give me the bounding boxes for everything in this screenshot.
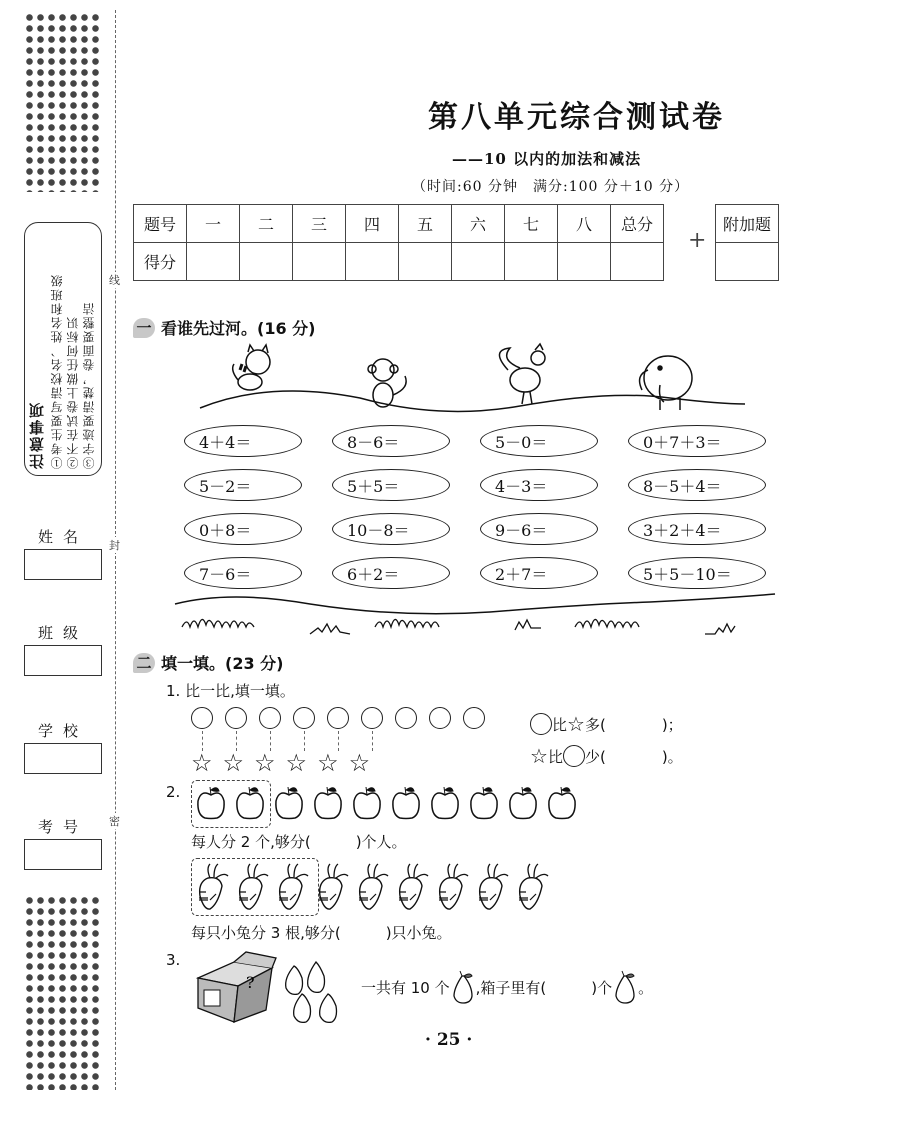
equation-oval[interactable]: 5－0＝: [480, 425, 598, 457]
equation-oval[interactable]: 5－2＝: [184, 469, 302, 501]
section-2-heading: [133, 651, 283, 674]
cut-mark-feng: 封: [109, 539, 120, 552]
bonus-label: 附加题: [716, 205, 779, 243]
river-illustration-bottom: [170, 592, 780, 642]
star-icon: ☆: [191, 749, 213, 777]
field-name: [24, 526, 102, 580]
field-exam-number: [24, 816, 102, 870]
school-input[interactable]: [24, 743, 102, 774]
dashed-connector: [270, 731, 271, 751]
score-cell[interactable]: [293, 243, 346, 281]
monkey-icon: [368, 359, 406, 407]
subtitle: ——10 以内的加法和减法: [452, 150, 642, 168]
circle-icon: [225, 707, 247, 729]
page-title: 第八单元综合测试卷: [428, 100, 725, 135]
circle-icon: [361, 707, 383, 729]
score-table-header-row: [134, 205, 664, 243]
pear-icon: [450, 970, 476, 1004]
carrot-icon: [476, 862, 510, 912]
score-cell[interactable]: [399, 243, 452, 281]
star-icon: ☆: [567, 712, 585, 736]
compare-text: )。: [661, 747, 683, 766]
notice-item-2: ②不在试卷上做任何标识: [66, 315, 80, 469]
col-header: 五: [399, 205, 452, 243]
plus-sign: +: [688, 228, 707, 253]
equation-oval[interactable]: 7－6＝: [184, 557, 302, 589]
decorative-pattern-bottom: [24, 895, 102, 1090]
section-2-badge: 二: [133, 653, 155, 673]
field-label: 班级: [37, 624, 88, 642]
pear-question: [361, 970, 653, 1004]
compare-text: 比: [547, 747, 563, 766]
equation-oval[interactable]: 8－5＋4＝: [628, 469, 766, 501]
apples-row: [195, 785, 578, 821]
circle-icon: [463, 707, 485, 729]
question-3-number: 3.: [166, 951, 181, 969]
circle-icon: [530, 713, 552, 735]
apple-icon: [234, 785, 266, 821]
pear-text-c: 。: [638, 978, 654, 997]
equation-oval[interactable]: 8－6＝: [332, 425, 450, 457]
carrot-icon: [516, 862, 550, 912]
dashed-connector: [304, 731, 305, 751]
col-header: 二: [240, 205, 293, 243]
carrot-question-text: 每只小兔分 3 根,够分( )只小兔。: [191, 924, 452, 942]
row-label: 得分: [134, 243, 187, 281]
score-table-score-row: [134, 243, 664, 281]
field-class: [24, 622, 102, 676]
apple-question-text: 每人分 2 个,够分( )个人。: [191, 833, 407, 851]
col-header: 八: [558, 205, 611, 243]
score-cell[interactable]: [505, 243, 558, 281]
col-header: 三: [293, 205, 346, 243]
star-icon: ☆: [348, 749, 371, 777]
star-icon: ☆: [254, 749, 276, 777]
score-cell[interactable]: [187, 243, 240, 281]
pear-icon: [612, 970, 638, 1004]
apple-icon: [507, 785, 539, 821]
apple-icon: [195, 785, 227, 821]
star-icon: ☆: [530, 744, 548, 768]
time-and-score-info: （时间:60 分钟 满分:100 分＋10 分）: [412, 179, 690, 195]
decorative-pattern-top: [24, 12, 102, 192]
score-cell[interactable]: [611, 243, 664, 281]
carrot-icon: [436, 862, 470, 912]
circle-icon: [429, 707, 451, 729]
apple-icon: [390, 785, 422, 821]
field-school: [24, 720, 102, 774]
question-2-number: 2.: [166, 783, 181, 801]
score-table: [133, 204, 664, 281]
equation-oval[interactable]: 2＋7＝: [480, 557, 598, 589]
circle-icon: [563, 745, 585, 767]
dashed-connector: [202, 731, 203, 751]
apple-icon: [312, 785, 344, 821]
star-icon: ☆: [285, 749, 308, 777]
bonus-score-cell[interactable]: [716, 243, 779, 281]
circle-icon: [191, 707, 213, 729]
box-question-mark: ?: [246, 973, 255, 992]
col-header: 一: [187, 205, 240, 243]
score-cell[interactable]: [452, 243, 505, 281]
exam-number-input[interactable]: [24, 839, 102, 870]
equation-oval[interactable]: 6＋2＝: [332, 557, 450, 589]
apple-icon: [546, 785, 578, 821]
question-number: 1.: [166, 682, 181, 700]
section-1-badge: 一: [133, 318, 155, 338]
star-icon: ☆: [317, 749, 339, 777]
equation-oval[interactable]: 9－6＝: [480, 513, 598, 545]
section-1-heading: [133, 316, 315, 339]
question-1-prompt: [166, 680, 295, 701]
rooster-icon: [499, 344, 545, 404]
apple-icon: [351, 785, 383, 821]
col-header: 六: [452, 205, 505, 243]
circle-icon: [327, 707, 349, 729]
cat-icon: [233, 345, 270, 390]
name-input[interactable]: [24, 549, 102, 580]
notice-box: [24, 222, 102, 476]
field-label: 姓名: [37, 528, 88, 546]
section-1-title: 看谁先过河。(16 分): [161, 319, 316, 338]
carrot-icon: [356, 862, 390, 912]
equation-oval[interactable]: 0＋7＋3＝: [628, 425, 766, 457]
field-label: 考号: [37, 818, 88, 836]
notice-title: 注意事项: [28, 401, 46, 469]
circle-icon: [293, 707, 315, 729]
col-header: 总分: [611, 205, 664, 243]
compare-text: 比: [552, 715, 568, 734]
equation-oval[interactable]: 3＋2＋4＝: [628, 513, 766, 545]
dashed-connector: [338, 731, 339, 751]
apple-icon: [273, 785, 305, 821]
equation-oval[interactable]: 4＋4＝: [184, 425, 302, 457]
score-cell[interactable]: [346, 243, 399, 281]
apple-icon: [429, 785, 461, 821]
carrot-icon: [236, 862, 270, 912]
apple-icon: [468, 785, 500, 821]
equation-oval[interactable]: 0＋8＝: [184, 513, 302, 545]
equation-oval[interactable]: 5＋5－10＝: [628, 557, 766, 589]
carrot-icon: [316, 862, 350, 912]
pear-text-a: 一共有 10 个: [361, 978, 450, 997]
row-label: 题号: [134, 205, 187, 243]
equation-oval[interactable]: 5＋5＝: [332, 469, 450, 501]
compare-line-2: [530, 744, 683, 768]
equations-grid: [184, 425, 770, 589]
stars-row: [191, 751, 370, 775]
equation-oval[interactable]: 4－3＝: [480, 469, 598, 501]
score-cell[interactable]: [558, 243, 611, 281]
page-number: · 25 ·: [425, 1030, 473, 1050]
field-label: 学校: [37, 722, 88, 740]
elephant-icon: [640, 356, 692, 410]
carrots-row: [196, 862, 550, 912]
class-input[interactable]: [24, 645, 102, 676]
score-cell[interactable]: [240, 243, 293, 281]
question-text: 比一比,填一填。: [185, 682, 295, 700]
carrot-icon: [196, 862, 230, 912]
pear-text-b: ,箱子里有( )个: [475, 978, 613, 997]
circles-row: [191, 707, 485, 729]
col-header: 七: [505, 205, 558, 243]
compare-line-1: [530, 712, 683, 736]
compare-text: 少(: [584, 747, 606, 766]
compare-text: )；: [661, 715, 683, 734]
compare-text: 多(: [584, 715, 606, 734]
circle-icon: [259, 707, 281, 729]
cut-mark-mi: 密: [109, 815, 120, 828]
notice-item-1: ①考生要写清校名、姓名和班级: [50, 273, 64, 469]
notice-item-3: ③字迹要清楚，卷面要整洁: [82, 301, 96, 469]
star-icon: ☆: [222, 749, 245, 777]
dashed-connector: [236, 731, 237, 751]
river-illustration-top: [190, 340, 750, 420]
dashed-connector: [372, 731, 373, 751]
carrot-icon: [396, 862, 430, 912]
box-of-pears-illustration: [194, 948, 344, 1026]
carrot-icon: [276, 862, 310, 912]
cut-mark-xian: 线: [109, 274, 120, 287]
section-2-title: 填一填。(23 分): [161, 654, 284, 673]
bonus-table: [715, 204, 779, 281]
col-header: 四: [346, 205, 399, 243]
matching-lines: [202, 731, 373, 751]
circle-icon: [395, 707, 417, 729]
equation-oval[interactable]: 10－8＝: [332, 513, 450, 545]
